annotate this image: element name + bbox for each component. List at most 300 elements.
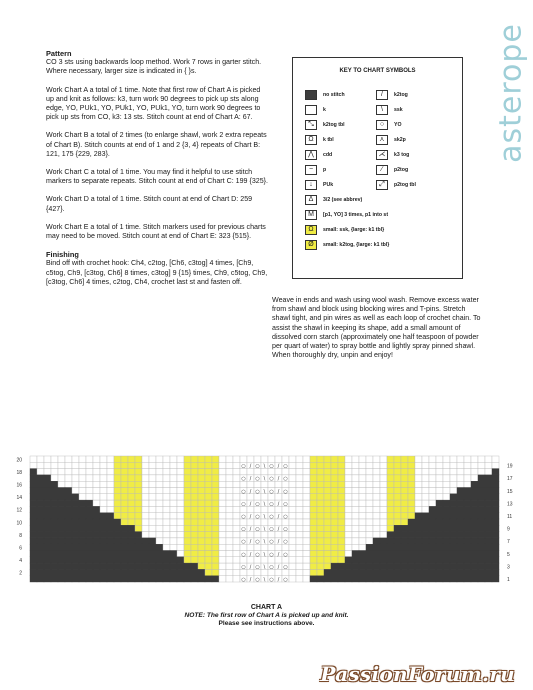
- chart-cell: [58, 500, 65, 506]
- chart-cell: [233, 569, 240, 575]
- chart-cell: [422, 569, 429, 575]
- chart-cell: [303, 494, 310, 500]
- chart-cell: [100, 544, 107, 550]
- chart-cell: [352, 544, 359, 550]
- chart-cell: [135, 494, 142, 500]
- chart-symbol: /: [277, 577, 280, 583]
- chart-cell: [135, 456, 142, 462]
- chart-cell: [289, 462, 296, 468]
- chart-cell: [303, 563, 310, 569]
- chart-cell: [163, 500, 170, 506]
- chart-cell: [366, 551, 373, 557]
- chart-cell: [107, 456, 114, 462]
- chart-cell: [233, 563, 240, 569]
- chart-cell: [366, 563, 373, 569]
- chart-cell: [443, 532, 450, 538]
- chart-cell: [324, 513, 331, 519]
- chart-cell: [401, 462, 408, 468]
- chart-cell: [450, 538, 457, 544]
- chart-cell: [478, 576, 485, 582]
- key-label: cdd: [323, 151, 333, 158]
- chart-cell: [30, 506, 37, 512]
- chart-cell: [100, 494, 107, 500]
- chart-cell: [191, 506, 198, 512]
- chart-cell: [317, 488, 324, 494]
- chart-cell: [478, 488, 485, 494]
- chart-cell: [457, 506, 464, 512]
- key-symbol-icon: ∕: [376, 165, 388, 175]
- chart-cell: [100, 513, 107, 519]
- chart-cell: [170, 576, 177, 582]
- chart-cell: [65, 538, 72, 544]
- chart-cell: [345, 500, 352, 506]
- chart-cell: [443, 519, 450, 525]
- chart-cell: [44, 494, 51, 500]
- chart-note-2: Please see instructions above.: [218, 620, 315, 627]
- chart-cell: [79, 532, 86, 538]
- chart-cell: [303, 513, 310, 519]
- chart-cell: [485, 551, 492, 557]
- chart-cell: [149, 576, 156, 582]
- pattern-paragraph: CO 3 sts using backwards loop method. Work 7 rows in garter stitch. Where necessary, larger size is indicated in { }s.: [46, 58, 262, 76]
- chart-cell: [394, 519, 401, 525]
- chart-cell: [338, 576, 345, 582]
- chart-cell: [338, 462, 345, 468]
- chart-cell: [170, 469, 177, 475]
- chart-cell: [401, 519, 408, 525]
- chart-cell: [373, 513, 380, 519]
- row-number-right: 9: [507, 526, 510, 533]
- chart-symbol: ○: [283, 564, 288, 571]
- chart-cell: [450, 525, 457, 531]
- chart-cell: [422, 519, 429, 525]
- chart-cell: [422, 551, 429, 557]
- chart-cell: [44, 513, 51, 519]
- chart-cell: [177, 462, 184, 468]
- chart-cell: [429, 557, 436, 563]
- chart-cell: [65, 569, 72, 575]
- chart-cell: [422, 506, 429, 512]
- chart-symbol: ○: [241, 526, 246, 533]
- chart-cell: [380, 563, 387, 569]
- chart-cell: [114, 456, 121, 462]
- chart-cell: [79, 462, 86, 468]
- chart-cell: [177, 488, 184, 494]
- chart-a: [0, 452, 533, 592]
- chart-cell: [317, 481, 324, 487]
- chart-cell: [492, 569, 499, 575]
- chart-cell: [436, 563, 443, 569]
- chart-cell: [156, 462, 163, 468]
- chart-cell: [478, 551, 485, 557]
- chart-cell: [324, 563, 331, 569]
- chart-cell: [422, 513, 429, 519]
- chart-cell: [170, 494, 177, 500]
- chart-cell: [408, 513, 415, 519]
- chart-cell: [128, 513, 135, 519]
- chart-cell: [457, 494, 464, 500]
- chart-cell: [303, 506, 310, 512]
- chart-cell: [86, 563, 93, 569]
- chart-cell: [457, 475, 464, 481]
- chart-cell: [44, 456, 51, 462]
- chart-cell: [149, 569, 156, 575]
- chart-cell: [422, 462, 429, 468]
- chart-cell: [338, 494, 345, 500]
- chart-cell: [198, 500, 205, 506]
- chart-cell: [345, 494, 352, 500]
- chart-cell: [471, 513, 478, 519]
- chart-cell: [485, 488, 492, 494]
- chart-cell: [289, 506, 296, 512]
- chart-cell: [114, 569, 121, 575]
- chart-cell: [233, 525, 240, 531]
- chart-cell: [359, 525, 366, 531]
- chart-cell: [156, 475, 163, 481]
- chart-cell: [128, 563, 135, 569]
- chart-cell: [352, 525, 359, 531]
- row-number-left: 20: [16, 457, 22, 464]
- chart-cell: [408, 544, 415, 550]
- chart-symbol: ○: [269, 501, 274, 508]
- chart-cell: [289, 551, 296, 557]
- chart-cell: [44, 488, 51, 494]
- chart-cell: [149, 551, 156, 557]
- chart-cell: [163, 525, 170, 531]
- chart-cell: [394, 532, 401, 538]
- chart-cell: [261, 456, 268, 462]
- chart-cell: [415, 532, 422, 538]
- chart-cell: [198, 532, 205, 538]
- chart-cell: [310, 525, 317, 531]
- chart-cell: [436, 569, 443, 575]
- chart-cell: [394, 475, 401, 481]
- chart-cell: [429, 456, 436, 462]
- chart-symbol: ○: [269, 488, 274, 495]
- chart-cell: [380, 569, 387, 575]
- chart-cell: [79, 569, 86, 575]
- chart-cell: [310, 500, 317, 506]
- chart-cell: [338, 532, 345, 538]
- chart-cell: [114, 519, 121, 525]
- chart-cell: [212, 500, 219, 506]
- row-number-left: 6: [19, 545, 22, 552]
- chart-cell: [380, 513, 387, 519]
- chart-cell: [149, 544, 156, 550]
- chart-cell: [135, 488, 142, 494]
- chart-cell: [366, 475, 373, 481]
- chart-cell: [247, 456, 254, 462]
- chart-cell: [149, 494, 156, 500]
- chart-cell: [93, 513, 100, 519]
- chart-cell: [72, 456, 79, 462]
- chart-cell: [317, 532, 324, 538]
- chart-cell: [86, 532, 93, 538]
- chart-cell: [352, 532, 359, 538]
- chart-symbol: ○: [255, 476, 260, 483]
- chart-cell: [422, 576, 429, 582]
- chart-cell: [317, 513, 324, 519]
- key-label: k tbl: [323, 136, 334, 143]
- chart-symbol: /: [277, 539, 280, 546]
- chart-cell: [331, 513, 338, 519]
- chart-cell: [478, 500, 485, 506]
- chart-cell: [408, 494, 415, 500]
- chart-cell: [156, 494, 163, 500]
- chart-symbol: /: [277, 564, 280, 571]
- chart-cell: [492, 532, 499, 538]
- chart-cell: [415, 538, 422, 544]
- chart-cell: [324, 506, 331, 512]
- chart-cell: [317, 525, 324, 531]
- chart-cell: [296, 481, 303, 487]
- chart-cell: [471, 563, 478, 569]
- chart-cell: [30, 563, 37, 569]
- chart-cell: [135, 551, 142, 557]
- chart-cell: [93, 525, 100, 531]
- chart-cell: [51, 481, 58, 487]
- chart-cell: [149, 538, 156, 544]
- chart-cell: [324, 462, 331, 468]
- chart-cell: [198, 462, 205, 468]
- chart-cell: [135, 544, 142, 550]
- chart-cell: [233, 481, 240, 487]
- chart-cell: [30, 481, 37, 487]
- chart-cell: [415, 469, 422, 475]
- chart-caption: [0, 604, 533, 628]
- chart-cell: [457, 532, 464, 538]
- chart-cell: [170, 563, 177, 569]
- chart-cell: [303, 551, 310, 557]
- chart-symbol: ○: [255, 463, 260, 470]
- chart-cell: [401, 525, 408, 531]
- chart-cell: [443, 525, 450, 531]
- chart-cell: [485, 500, 492, 506]
- chart-cell: [492, 538, 499, 544]
- chart-cell: [107, 519, 114, 525]
- chart-cell: [331, 525, 338, 531]
- chart-cell: [464, 538, 471, 544]
- chart-cell: [37, 513, 44, 519]
- chart-cell: [387, 494, 394, 500]
- chart-cell: [191, 475, 198, 481]
- chart-cell: [345, 525, 352, 531]
- chart-cell: [408, 519, 415, 525]
- chart-cell: [331, 569, 338, 575]
- chart-cell: [345, 576, 352, 582]
- chart-cell: [373, 557, 380, 563]
- chart-cell: [303, 475, 310, 481]
- chart-cell: [310, 462, 317, 468]
- chart-cell: [135, 532, 142, 538]
- chart-cell: [107, 462, 114, 468]
- chart-symbol: /: [249, 501, 252, 508]
- chart-symbol: /: [277, 551, 280, 558]
- chart-cell: [443, 481, 450, 487]
- chart-cell: [212, 576, 219, 582]
- chart-cell: [44, 525, 51, 531]
- chart-cell: [72, 481, 79, 487]
- chart-cell: [408, 506, 415, 512]
- chart-cell: [93, 500, 100, 506]
- chart-cell: [464, 469, 471, 475]
- chart-cell: [380, 557, 387, 563]
- chart-cell: [373, 519, 380, 525]
- chart-cell: [72, 557, 79, 563]
- chart-cell: [492, 488, 499, 494]
- chart-cell: [58, 569, 65, 575]
- chart-cell: [429, 513, 436, 519]
- chart-cell: [443, 469, 450, 475]
- chart-cell: [121, 557, 128, 563]
- chart-cell: [296, 551, 303, 557]
- chart-cell: [86, 469, 93, 475]
- chart-cell: [128, 551, 135, 557]
- chart-cell: [408, 538, 415, 544]
- chart-cell: [317, 506, 324, 512]
- chart-cell: [429, 569, 436, 575]
- chart-cell: [366, 538, 373, 544]
- chart-cell: [30, 475, 37, 481]
- chart-cell: [184, 500, 191, 506]
- chart-symbol: ○: [283, 501, 288, 508]
- chart-cell: [184, 519, 191, 525]
- chart-cell: [387, 462, 394, 468]
- chart-cell: [345, 475, 352, 481]
- chart-cell: [198, 557, 205, 563]
- chart-cell: [310, 538, 317, 544]
- chart-cell: [100, 563, 107, 569]
- chart-cell: [394, 500, 401, 506]
- chart-cell: [212, 563, 219, 569]
- chart-cell: [142, 462, 149, 468]
- chart-cell: [401, 569, 408, 575]
- chart-cell: [93, 544, 100, 550]
- chart-symbol: ○: [255, 564, 260, 571]
- chart-cell: [310, 475, 317, 481]
- chart-cell: [86, 513, 93, 519]
- chart-cell: [464, 519, 471, 525]
- chart-cell: [107, 532, 114, 538]
- chart-cell: [331, 544, 338, 550]
- chart-symbol: ○: [269, 526, 274, 533]
- chart-cell: [135, 576, 142, 582]
- chart-cell: [51, 494, 58, 500]
- chart-cell: [380, 488, 387, 494]
- chart-cell: [58, 551, 65, 557]
- chart-cell: [121, 456, 128, 462]
- key-symbol-icon: [305, 90, 317, 100]
- chart-cell: [219, 538, 226, 544]
- chart-cell: [170, 551, 177, 557]
- chart-cell: [485, 456, 492, 462]
- chart-cell: [429, 532, 436, 538]
- chart-cell: [310, 551, 317, 557]
- chart-cell: [156, 544, 163, 550]
- chart-cell: [422, 532, 429, 538]
- chart-cell: [345, 563, 352, 569]
- chart-cell: [387, 488, 394, 494]
- key-label: p: [323, 166, 327, 173]
- chart-cell: [345, 551, 352, 557]
- chart-cell: [191, 563, 198, 569]
- chart-cell: [79, 538, 86, 544]
- chart-cell: [100, 551, 107, 557]
- chart-cell: [177, 557, 184, 563]
- chart-cell: [492, 494, 499, 500]
- chart-cell: [303, 544, 310, 550]
- chart-cell: [177, 469, 184, 475]
- key-label: small: k2tog, {large: k1 tbl}: [323, 241, 390, 248]
- chart-cell: [401, 532, 408, 538]
- chart-cell: [177, 506, 184, 512]
- chart-cell: [107, 576, 114, 582]
- chart-cell: [135, 513, 142, 519]
- chart-cell: [478, 519, 485, 525]
- chart-cell: [135, 557, 142, 563]
- chart-cell: [114, 462, 121, 468]
- chart-cell: [142, 557, 149, 563]
- chart-cell: [324, 532, 331, 538]
- chart-cell: [226, 538, 233, 544]
- chart-cell: [359, 538, 366, 544]
- chart-cell: [184, 475, 191, 481]
- chart-cell: [492, 481, 499, 487]
- chart-cell: [219, 544, 226, 550]
- chart-cell: [219, 481, 226, 487]
- chart-cell: [191, 532, 198, 538]
- chart-cell: [429, 544, 436, 550]
- chart-cell: [387, 525, 394, 531]
- chart-cell: [128, 488, 135, 494]
- chart-cell: [219, 469, 226, 475]
- chart-cell: [415, 513, 422, 519]
- chart-cell: [373, 506, 380, 512]
- chart-cell: [457, 544, 464, 550]
- chart-cell: [37, 494, 44, 500]
- chart-cell: [415, 525, 422, 531]
- chart-cell: [338, 469, 345, 475]
- chart-cell: [443, 462, 450, 468]
- chart-cell: [436, 456, 443, 462]
- chart-cell: [58, 513, 65, 519]
- chart-cell: [345, 538, 352, 544]
- chart-cell: [121, 506, 128, 512]
- chart-cell: [478, 462, 485, 468]
- chart-cell: [296, 563, 303, 569]
- chart-cell: [338, 513, 345, 519]
- chart-cell: [30, 576, 37, 582]
- chart-cell: [429, 519, 436, 525]
- chart-cell: [58, 525, 65, 531]
- chart-cell: [226, 462, 233, 468]
- chart-cell: [65, 494, 72, 500]
- chart-cell: [478, 481, 485, 487]
- chart-cell: [121, 462, 128, 468]
- key-symbol-icon: Ø: [305, 240, 317, 250]
- chart-cell: [93, 532, 100, 538]
- chart-cell: [296, 506, 303, 512]
- chart-cell: [128, 500, 135, 506]
- chart-cell: [170, 456, 177, 462]
- chart-cell: [100, 557, 107, 563]
- chart-cell: [450, 557, 457, 563]
- chart-cell: [352, 494, 359, 500]
- chart-cell: [44, 563, 51, 569]
- chart-cell: [135, 462, 142, 468]
- finishing-text: Bind off with crochet hook: Ch4, c2tog, [Ch6, c3tog] 4 times, [Ch9, c5tog, Ch9, [c3tog, Ch6] 8 times, c3tog] 9 {15} times, Ch9, c5tog, Ch9, [c3tog, Ch6] 4 times, c2tog, Ch4, crochet last st and fasten off.: [46, 259, 268, 286]
- chart-cell: [128, 494, 135, 500]
